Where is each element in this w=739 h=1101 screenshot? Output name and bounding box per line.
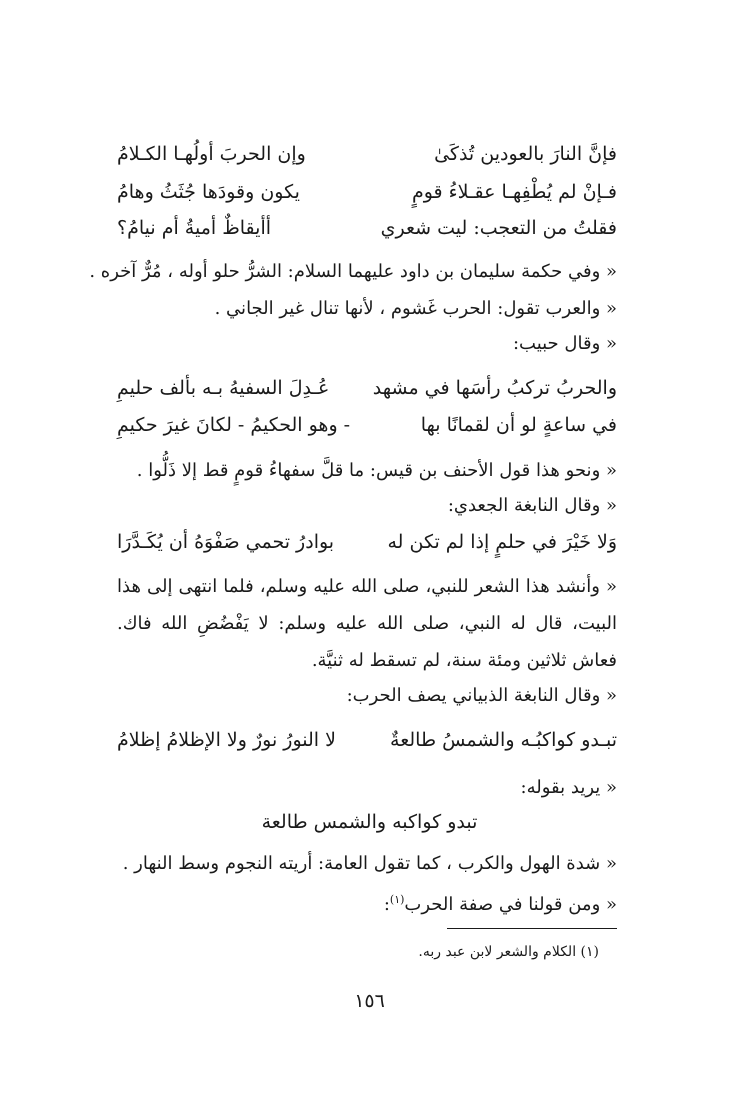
verse-line — [117, 210, 617, 246]
verse-hemistich-left: وإن الحربَ أولُهـا الكـلامُ — [117, 143, 306, 165]
prose-line: « وقال النابغة الجعدي: — [447, 495, 617, 516]
verse-hemistich-right: والحربُ تركبُ رأسَها في مشهد — [372, 377, 617, 399]
verse-hemistich-left: يكون وقودَها جُثَثُ وهامُ — [117, 181, 300, 203]
prose-text: « ومن قولنا في صفة الحرب — [404, 894, 617, 915]
prose-line: « وفي حكمة سليمان بن داود عليهما السلام: الشرُّ حلو أوله ، مُرٌّ آخره . — [89, 261, 617, 282]
footnote-divider — [447, 928, 617, 929]
footnote-text: (١) الكلام والشعر لابن عبد ربه. — [418, 944, 599, 960]
prose-line: « والعرب تقول: الحرب غَشوم ، لأنها تنال غير الجاني . — [214, 298, 617, 319]
footnote-marker: (١) — [389, 893, 405, 906]
verse-line — [117, 722, 617, 758]
prose-line: « ونحو هذا قول الأحنف بن قيس: ما قلَّ سفهاءُ قومٍ قط إلا ذَلُّوا . — [136, 460, 617, 481]
verse-hemistich-left: لا النورُ نورٌ ولا الإظلامُ إظلامُ — [117, 729, 336, 751]
quoted-hemistich: تبدو كواكبه والشمس طالعة — [261, 811, 478, 833]
verse-hemistich-right: وَلا خَيْرَ في حلمٍ إذا لم تكن له — [387, 531, 617, 553]
verse-hemistich-left: أأيقاظٌ أميةُ أم نيامُ؟ — [117, 217, 272, 239]
verse-hemistich-right: فقلتُ من التعجب: ليت شعري — [380, 217, 617, 239]
verse-hemistich-left: - وهو الحكيمُ - لكانَ غيرَ حكيمِ — [117, 414, 351, 436]
verse-line — [117, 524, 617, 560]
page-number: ١٥٦ — [354, 990, 385, 1012]
verse-line — [117, 136, 617, 172]
verse-line — [117, 407, 617, 443]
prose-line: « وقال النابغة الذبياني يصف الحرب: — [346, 685, 617, 706]
verse-line — [117, 174, 617, 210]
prose-line: « شدة الهول والكرب ، كما تقول العامة: أريته النجوم وسط النهار . — [122, 853, 617, 874]
prose-line: « يريد بقوله: — [520, 777, 617, 798]
verse-hemistich-right: فإنَّ النارَ بالعودين تُذكَىٰ — [434, 143, 617, 165]
verse-hemistich-left: بوادرُ تحمي صَفْوَهُ أن يُكَـدَّرَا — [117, 531, 335, 553]
verse-hemistich-right: في ساعةٍ لو أن لقمانًا بها — [420, 414, 617, 436]
prose-line — [107, 882, 617, 923]
verse-hemistich-right: فـإنْ لم يُطْفِهـا عقـلاءُ قومٍ — [411, 181, 617, 203]
prose-colon: : — [383, 894, 390, 915]
prose-paragraph: « وأنشد هذا الشعر للنبي، صلى الله عليه وسلم، فلما انتهى إلى هذا البيت، قال له النبي، صلى الله عليه وسلم: لا يَفْضُضِ الله فاك. فعاش ثلاثين ومئة سنة، لم تسقط له ثنيَّة. — [117, 576, 617, 671]
prose-line: « وقال حبيب: — [512, 333, 617, 354]
verse-hemistich-right: تبـدو كواكبُـه والشمسُ طالعةٌ — [390, 729, 617, 751]
verse-hemistich-left: عُـدِلَ السفيهُ بـه بألف حليمِ — [117, 377, 330, 399]
verse-line — [117, 370, 617, 406]
